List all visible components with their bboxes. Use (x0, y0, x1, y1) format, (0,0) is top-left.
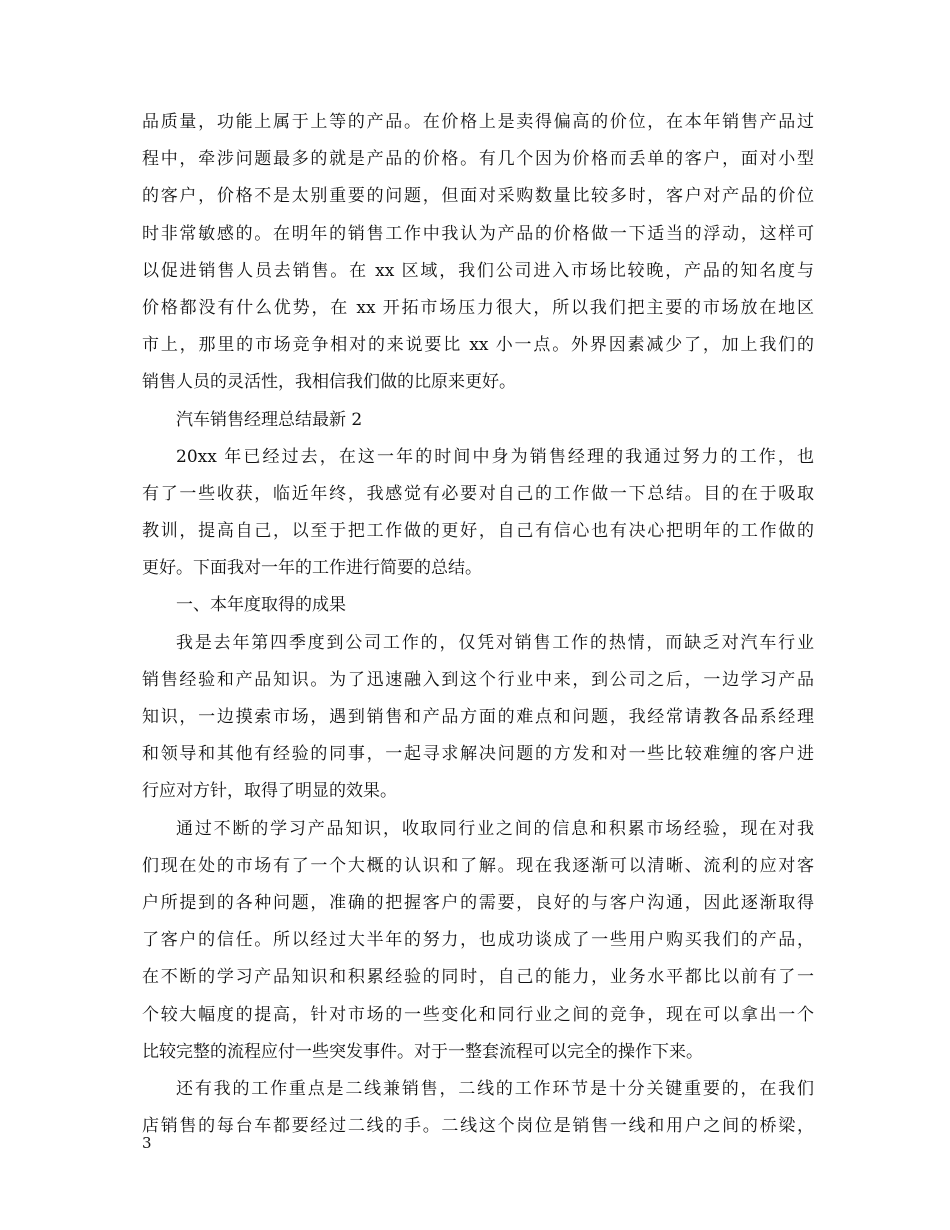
text-line: 的客户，价格不是太别重要的问题，但面对采购数量比较多时，客户对产品的价位 (142, 186, 814, 207)
text-line: 市上，那里的市场竞争相对的来说要比 xx 小一点。外界因素减少了，加上我们的 (142, 335, 814, 356)
text-line: 品质量，功能上属于上等的产品。在价格上是卖得偏高的价位，在本年销售产品过 (142, 112, 814, 132)
text-line: 通过不断的学习产品知识，收取同行业之间的信息和积累市场经验，现在对我 (176, 818, 814, 839)
text-line: 还有我的工作重点是二线兼销售，二线的工作环节是十分关键重要的，在我们 (176, 1078, 814, 1099)
text-line: 个较大幅度的提高，针对市场的一些变化和同行业之间的竞争，现在可以拿出一个 (142, 1004, 814, 1025)
text-line: 20xx 年已经过去，在这一年的时间中身为销售经理的我通过努力的工作，也 (176, 446, 814, 467)
text-line: 有了一些收获，临近年终，我感觉有必要对自己的工作做一下总结。目的在于吸取 (142, 483, 814, 504)
text-line: 销售经验和产品知识。为了迅速融入到这个行业中来，到公司之后，一边学习产品 (142, 669, 814, 690)
text-line: 在不断的学习产品知识和积累经验的同时，自己的能力，业务水平都比以前有了一 (142, 967, 814, 988)
text-line: 以促进销售人员去销售。在 xx 区域，我们公司进入市场比较晚，产品的知名度与 (142, 260, 814, 281)
page-number: 3 (142, 1134, 152, 1152)
text-line: 了客户的信任。所以经过大半年的努力，也成功谈成了一些用户购买我们的产品， (142, 930, 814, 951)
text-line: 知识，一边摸索市场，遇到销售和产品方面的难点和问题，我经常请教各品系经理 (142, 707, 814, 727)
text-line: 户所提到的各种问题，准确的把握客户的需要，良好的与客户沟通，因此逐渐取得 (142, 892, 814, 913)
text-line: 汽车销售经理总结最新 2 (176, 409, 363, 430)
text-line: 时非常敏感的。在明年的销售工作中我认为产品的价格做一下适当的浮动，这样可 (142, 223, 814, 244)
text-line: 销售人员的灵活性，我相信我们做的比原来更好。 (142, 372, 516, 393)
text-line: 价格都没有什么优势，在 xx 开拓市场压力很大，所以我们把主要的市场放在地区 (142, 297, 814, 318)
text-line: 教训，提高自己，以至于把工作做的更好，自己有信心也有决心把明年的工作做的 (142, 521, 814, 542)
document-body (142, 104, 814, 1145)
text-line: 一、本年度取得的成果 (176, 595, 346, 616)
text-line: 店销售的每台车都要经过二线的手。二线这个岗位是销售一线和用户之间的桥梁， (142, 1116, 814, 1137)
text-line: 比较完整的流程应付一些突发事件。对于一整套流程可以完全的操作下来。 (142, 1041, 703, 1062)
text-line: 我是去年第四季度到公司工作的，仅凭对销售工作的热情，而缺乏对汽车行业 (176, 632, 814, 653)
text-line: 程中，牵涉问题最多的就是产品的价格。有几个因为价格而丢单的客户，面对小型 (142, 149, 814, 170)
text-line: 们现在处的市场有了一个大概的认识和了解。现在我逐渐可以清晰、流利的应对客 (142, 855, 814, 876)
text-line: 和领导和其他有经验的同事，一起寻求解决问题的方发和对一些比较难缠的客户进 (142, 744, 814, 765)
text-line: 行应对方针，取得了明显的效果。 (142, 781, 397, 802)
text-line: 更好。下面我对一年的工作进行简要的总结。 (142, 558, 482, 579)
